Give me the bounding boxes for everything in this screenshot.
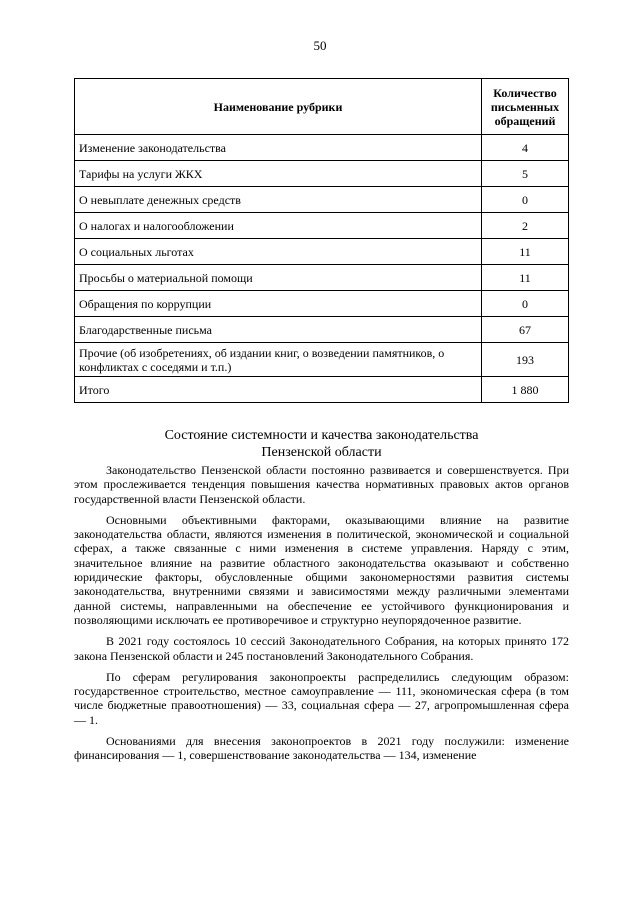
table-row (75, 187, 569, 213)
table-row (75, 239, 569, 265)
row-name: О социальных льготах (75, 239, 482, 265)
section-title-line-2: Пензенской области (261, 445, 382, 460)
row-name: Благодарственные письма (75, 317, 482, 343)
table-row (75, 135, 569, 161)
section-title-line-1: Состояние системности и качества законодательства (164, 428, 479, 443)
total-count: 1 880 (482, 377, 569, 403)
rubrics-table (74, 78, 569, 403)
row-name: Обращения по коррупции (75, 291, 482, 317)
paragraph: Основными объективными факторами, оказывающими влияние на развитие законодательства области, являются изменения в политической, экономической и социальной сферах, а также связанные с ними изменения в системе управления. Наряду с этим, значительное влияние на развитие областного законодательства оказывают и собственно юридические факторы, обусловленные общими закономерностями развития системы законодательства, внутренними связями и зависимостями между различными элементами данной системы, направленными на обеспечение ее устойчивого функционирования и позволяющими исключать ее противоречивое и структурно неупорядоченное развитие. (74, 512, 569, 627)
row-count: 11 (482, 265, 569, 291)
column-header-name: Наименование рубрики (75, 79, 482, 135)
row-count: 11 (482, 239, 569, 265)
row-name: О налогах и налогообложении (75, 213, 482, 239)
column-header-count: Количество письменных обращений (482, 79, 569, 135)
paragraph: В 2021 году состоялось 10 сессий Законодательного Собрания, на которых принято 172 закона Пензенской области и 245 постановлений Законодательного Собрания. (74, 634, 569, 663)
paragraph: Законодательство Пензенской области постоянно развивается и совершенствуется. При этом прослеживается тенденция повышения качества нормативных правовых актов органов государственной власти Пензенской области. (74, 463, 569, 506)
table-row (75, 213, 569, 239)
table-row (75, 265, 569, 291)
page-number: 50 (313, 38, 327, 53)
row-count: 2 (482, 213, 569, 239)
row-count: 5 (482, 161, 569, 187)
row-name: Просьбы о материальной помощи (75, 265, 482, 291)
row-name: О невыплате денежных средств (75, 187, 482, 213)
total-label: Итого (75, 377, 482, 403)
paragraph: Основаниями для внесения законопроектов в 2021 году послужили: изменение финансирования — 1, совершенствование законодательства — 134, изменение (74, 734, 569, 763)
row-name: Изменение законодательства (75, 135, 482, 161)
row-name: Прочие (об изобретениях, об издании книг, о возведении памятников, о конфликтах с соседями и т.п.) (75, 343, 482, 377)
row-count: 4 (482, 135, 569, 161)
paragraph: По сферам регулирования законопроекты распределились следующим образом: государственное строительство, местное самоуправление — 111, экономическая сфера (в том числе бюджетные правоотношения) — 33, социальная сфера — 27, агропромышленная сфера — 1. (74, 669, 569, 727)
table-row (75, 291, 569, 317)
row-count: 0 (482, 187, 569, 213)
body-text (74, 463, 569, 770)
row-count: 67 (482, 317, 569, 343)
row-count: 0 (482, 291, 569, 317)
table-header-row (75, 79, 569, 135)
table-row (75, 161, 569, 187)
section-title (74, 427, 569, 461)
row-name: Тарифы на услуги ЖКХ (75, 161, 482, 187)
row-count: 193 (482, 343, 569, 377)
table-total-row (75, 377, 569, 403)
table-row (75, 343, 569, 377)
table-row (75, 317, 569, 343)
